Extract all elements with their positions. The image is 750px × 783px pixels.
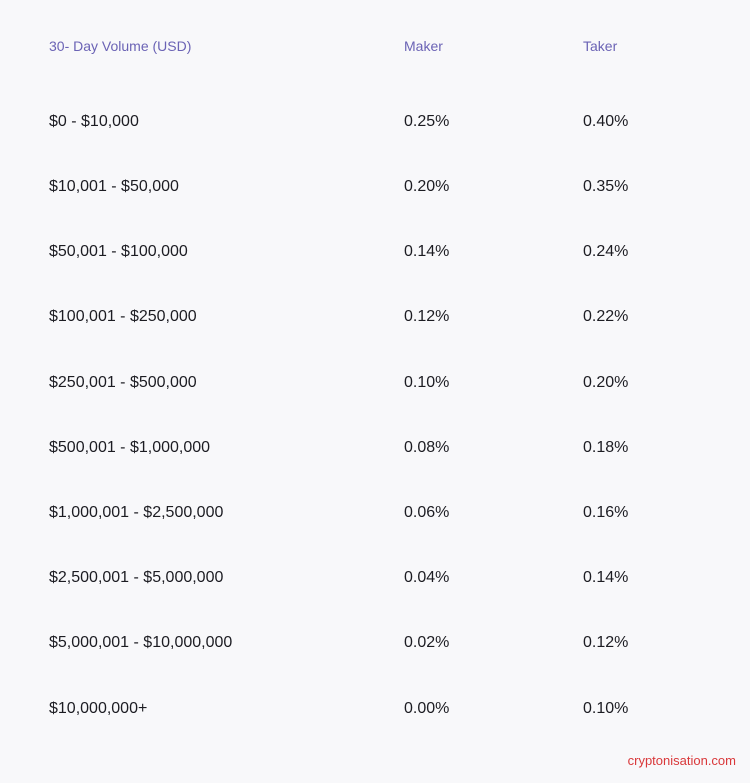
maker-fee-cell: 0.10%	[404, 374, 450, 391]
table-row	[0, 175, 750, 199]
watermark-text: cryptonisation.com	[627, 753, 736, 768]
volume-cell: $10,000,000+	[49, 700, 148, 717]
volume-cell: $50,001 - $100,000	[49, 243, 188, 260]
maker-fee-cell: 0.02%	[404, 634, 450, 651]
taker-fee-cell: 0.35%	[583, 178, 629, 195]
maker-fee-cell: 0.00%	[404, 700, 450, 717]
table-row	[0, 371, 750, 395]
table-row	[0, 631, 750, 655]
taker-fee-cell: 0.10%	[583, 700, 629, 717]
volume-cell: $500,001 - $1,000,000	[49, 439, 211, 456]
maker-fee-cell: 0.08%	[404, 439, 450, 456]
maker-fee-cell: 0.25%	[404, 113, 450, 130]
maker-fee-cell: 0.06%	[404, 504, 450, 521]
header-volume: 30- Day Volume (USD)	[49, 38, 192, 54]
header-taker: Taker	[583, 38, 618, 54]
maker-fee-cell: 0.04%	[404, 569, 450, 586]
table-row	[0, 110, 750, 134]
volume-cell: $5,000,001 - $10,000,000	[49, 634, 233, 651]
taker-fee-cell: 0.24%	[583, 243, 629, 260]
taker-fee-cell: 0.14%	[583, 569, 629, 586]
table-row	[0, 240, 750, 264]
table-row	[0, 436, 750, 460]
maker-fee-cell: 0.12%	[404, 308, 450, 325]
table-row	[0, 566, 750, 590]
taker-fee-cell: 0.20%	[583, 374, 629, 391]
volume-cell: $250,001 - $500,000	[49, 374, 197, 391]
table-row	[0, 501, 750, 525]
maker-fee-cell: 0.20%	[404, 178, 450, 195]
taker-fee-cell: 0.40%	[583, 113, 629, 130]
table-row	[0, 697, 750, 721]
volume-cell: $2,500,001 - $5,000,000	[49, 569, 224, 586]
header-maker: Maker	[404, 38, 443, 54]
volume-cell: $0 - $10,000	[49, 113, 139, 130]
taker-fee-cell: 0.22%	[583, 308, 629, 325]
table-header-row	[0, 36, 750, 56]
taker-fee-cell: 0.18%	[583, 439, 629, 456]
table-row	[0, 305, 750, 329]
maker-fee-cell: 0.14%	[404, 243, 450, 260]
volume-cell: $100,001 - $250,000	[49, 308, 197, 325]
taker-fee-cell: 0.16%	[583, 504, 629, 521]
taker-fee-cell: 0.12%	[583, 634, 629, 651]
volume-cell: $10,001 - $50,000	[49, 178, 179, 195]
volume-cell: $1,000,001 - $2,500,000	[49, 504, 224, 521]
